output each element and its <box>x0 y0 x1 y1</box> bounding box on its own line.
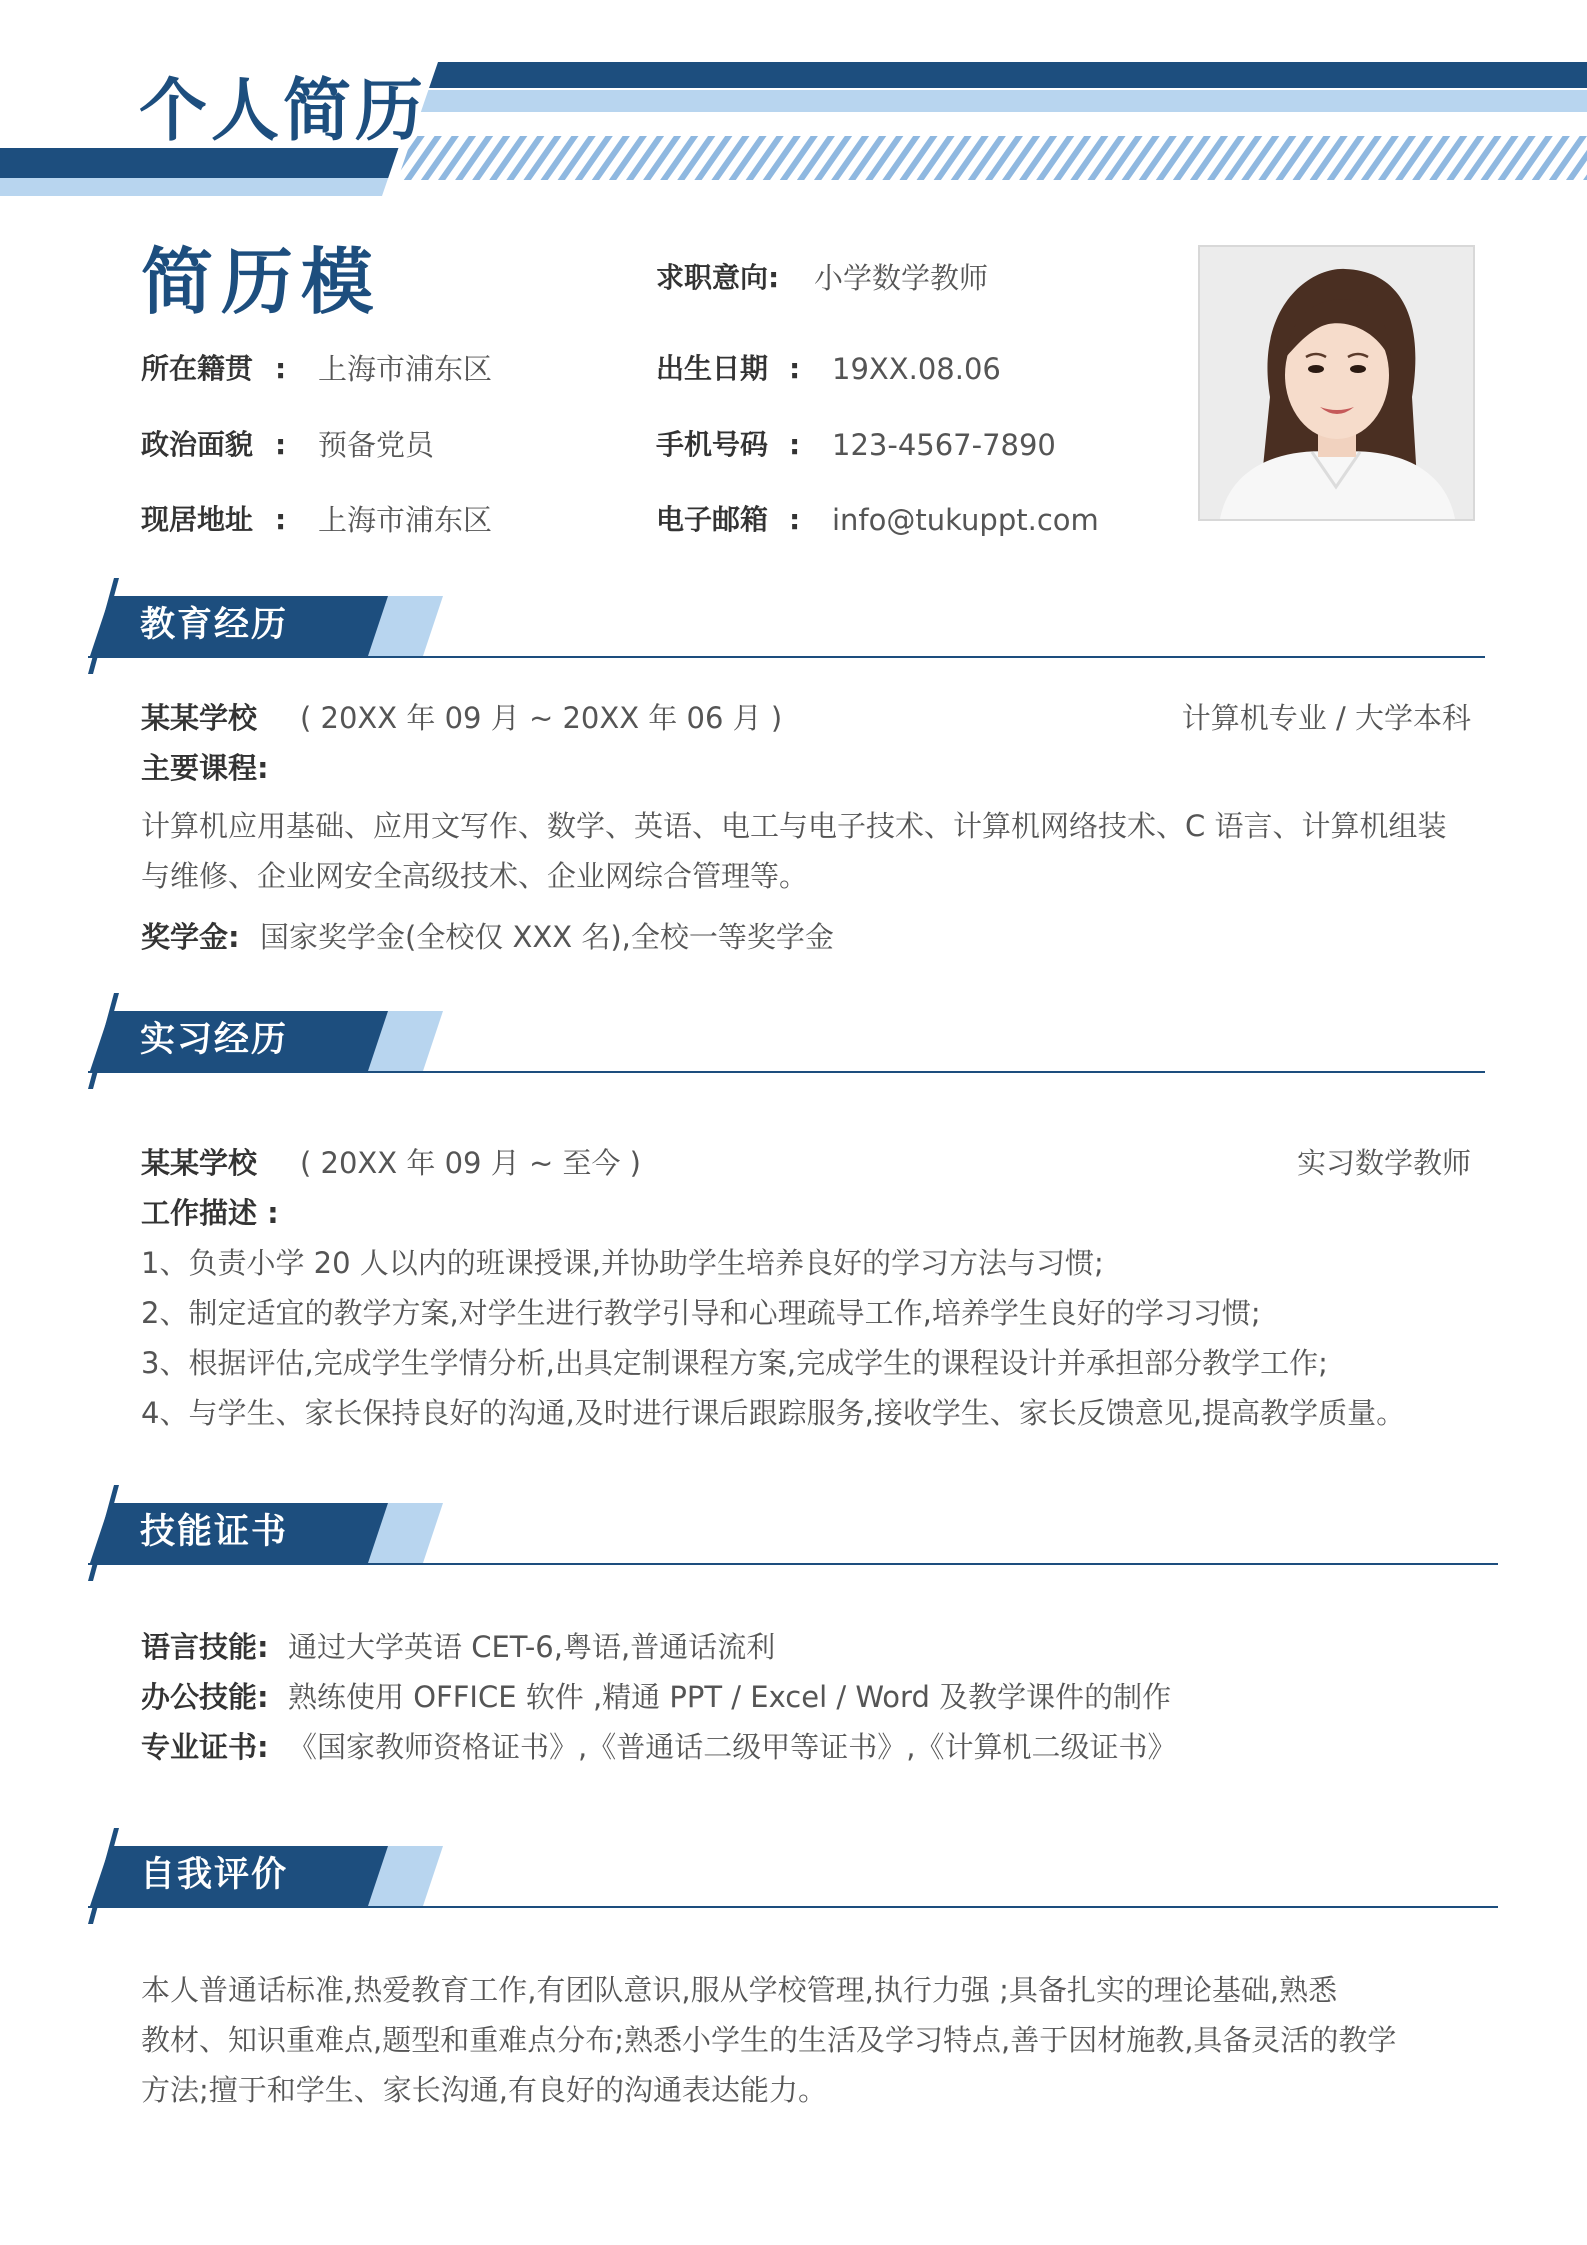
political-status-sep: : <box>275 428 287 461</box>
address-label: 现居地址 <box>141 503 254 536</box>
work-desc-item-1: 1、负责小学 20 人以内的班课授课,并协助学生培养良好的学习方法与习惯; <box>141 1246 1104 1280</box>
phone-sep: : <box>789 428 801 461</box>
hometown-label: 所在籍贯 <box>141 352 254 385</box>
candidate-name: 简历模 <box>141 240 382 324</box>
email-sep: : <box>789 503 801 536</box>
birthdate-label: 出生日期 <box>656 352 769 385</box>
work-desc-label: 工作描述 : <box>141 1196 279 1230</box>
email-value: info@tukuppt.com <box>832 503 1099 537</box>
office-skill-label: 办公技能: <box>141 1680 269 1714</box>
education-period: ( 20XX 年 09 月 ~ 20XX 年 06 月 ) <box>300 701 783 735</box>
email-label: 电子邮箱 <box>656 503 769 536</box>
language-skill-value: 通过大学英语 CET-6,粤语,普通话流利 <box>288 1630 776 1664</box>
work-desc-item-2: 2、制定适宜的教学方案,对学生进行教学引导和心理疏导工作,培养学生良好的学习习惯; <box>141 1296 1261 1330</box>
phone-value: 123-4567-7890 <box>832 428 1056 462</box>
internship-role: 实习数学教师 <box>1296 1146 1471 1180</box>
section-skills-header <box>88 1485 1498 1585</box>
work-desc-item-3: 3、根据评估,完成学生学情分析,出具定制课程方案,完成学生的课程设计并承担部分教学工作; <box>141 1346 1328 1380</box>
profile-photo <box>1198 245 1475 521</box>
internship-period: ( 20XX 年 09 月 ~ 至今 ) <box>300 1146 641 1180</box>
courses-line-2: 与维修、企业网安全高级技术、企业网综合管理等。 <box>141 859 809 893</box>
education-school: 某某学校 <box>141 701 258 735</box>
address-sep: : <box>275 503 287 536</box>
certificates-label: 专业证书: <box>141 1730 269 1764</box>
work-desc-item-4: 4、与学生、家长保持良好的沟通,及时进行课后跟踪服务,接收学生、家长反馈意见,提高教学质量。 <box>141 1396 1406 1430</box>
address-value: 上海市浦东区 <box>318 503 493 537</box>
self-eval-line-3: 方法;擅于和学生、家长沟通,有良好的沟通表达能力。 <box>141 2073 827 2107</box>
self-eval-line-2: 教材、知识重难点,题型和重难点分布;熟悉小学生的生活及学习特点,善于因材施教,具备灵活的教学 <box>141 2023 1397 2057</box>
political-status-label: 政治面貌 <box>141 428 254 461</box>
birthdate-sep: : <box>789 352 801 385</box>
section-skills-title: 技能证书 <box>140 1512 289 1552</box>
language-skill-label: 语言技能: <box>141 1630 269 1664</box>
birthdate-value: 19XX.08.06 <box>832 352 1001 386</box>
political-status-value: 预备党员 <box>318 428 435 462</box>
courses-line-1: 计算机应用基础、应用文写作、数学、英语、电工与电子技术、计算机网络技术、C 语言、计算机组装 <box>141 809 1447 843</box>
certificates-value: 《国家教师资格证书》,《普通话二级甲等证书》,《计算机二级证书》 <box>288 1730 1177 1764</box>
self-eval-line-1: 本人普通话标准,热爱教育工作,有团队意识,服从学校管理,执行力强 ;具备扎实的理论基础,熟悉 <box>141 1973 1338 2007</box>
internship-school: 某某学校 <box>141 1146 258 1180</box>
section-internship-header <box>88 993 1498 1093</box>
objective-value: 小学数学教师 <box>814 261 989 295</box>
scholarship-label: 奖学金: <box>141 920 240 954</box>
section-self-eval-header <box>88 1828 1498 1928</box>
section-education-header <box>88 578 1498 678</box>
education-major: 计算机专业 / 大学本科 <box>1181 701 1471 735</box>
objective-label: 求职意向: <box>656 261 780 294</box>
section-education-title: 教育经历 <box>140 605 289 645</box>
section-internship-title: 实习经历 <box>140 1020 289 1060</box>
hometown-sep: : <box>275 352 287 385</box>
banner-title: 个人简历 <box>139 72 428 151</box>
scholarship-value: 国家奖学金(全校仅 XXX 名),全校一等奖学金 <box>260 920 834 954</box>
office-skill-value: 熟练使用 OFFICE 软件 ,精通 PPT / Excel / Word 及教学课件的制作 <box>288 1680 1172 1714</box>
phone-label: 手机号码 <box>656 428 769 461</box>
courses-label: 主要课程: <box>141 751 269 785</box>
hometown-value: 上海市浦东区 <box>318 352 493 386</box>
section-self-eval-title: 自我评价 <box>140 1855 289 1895</box>
